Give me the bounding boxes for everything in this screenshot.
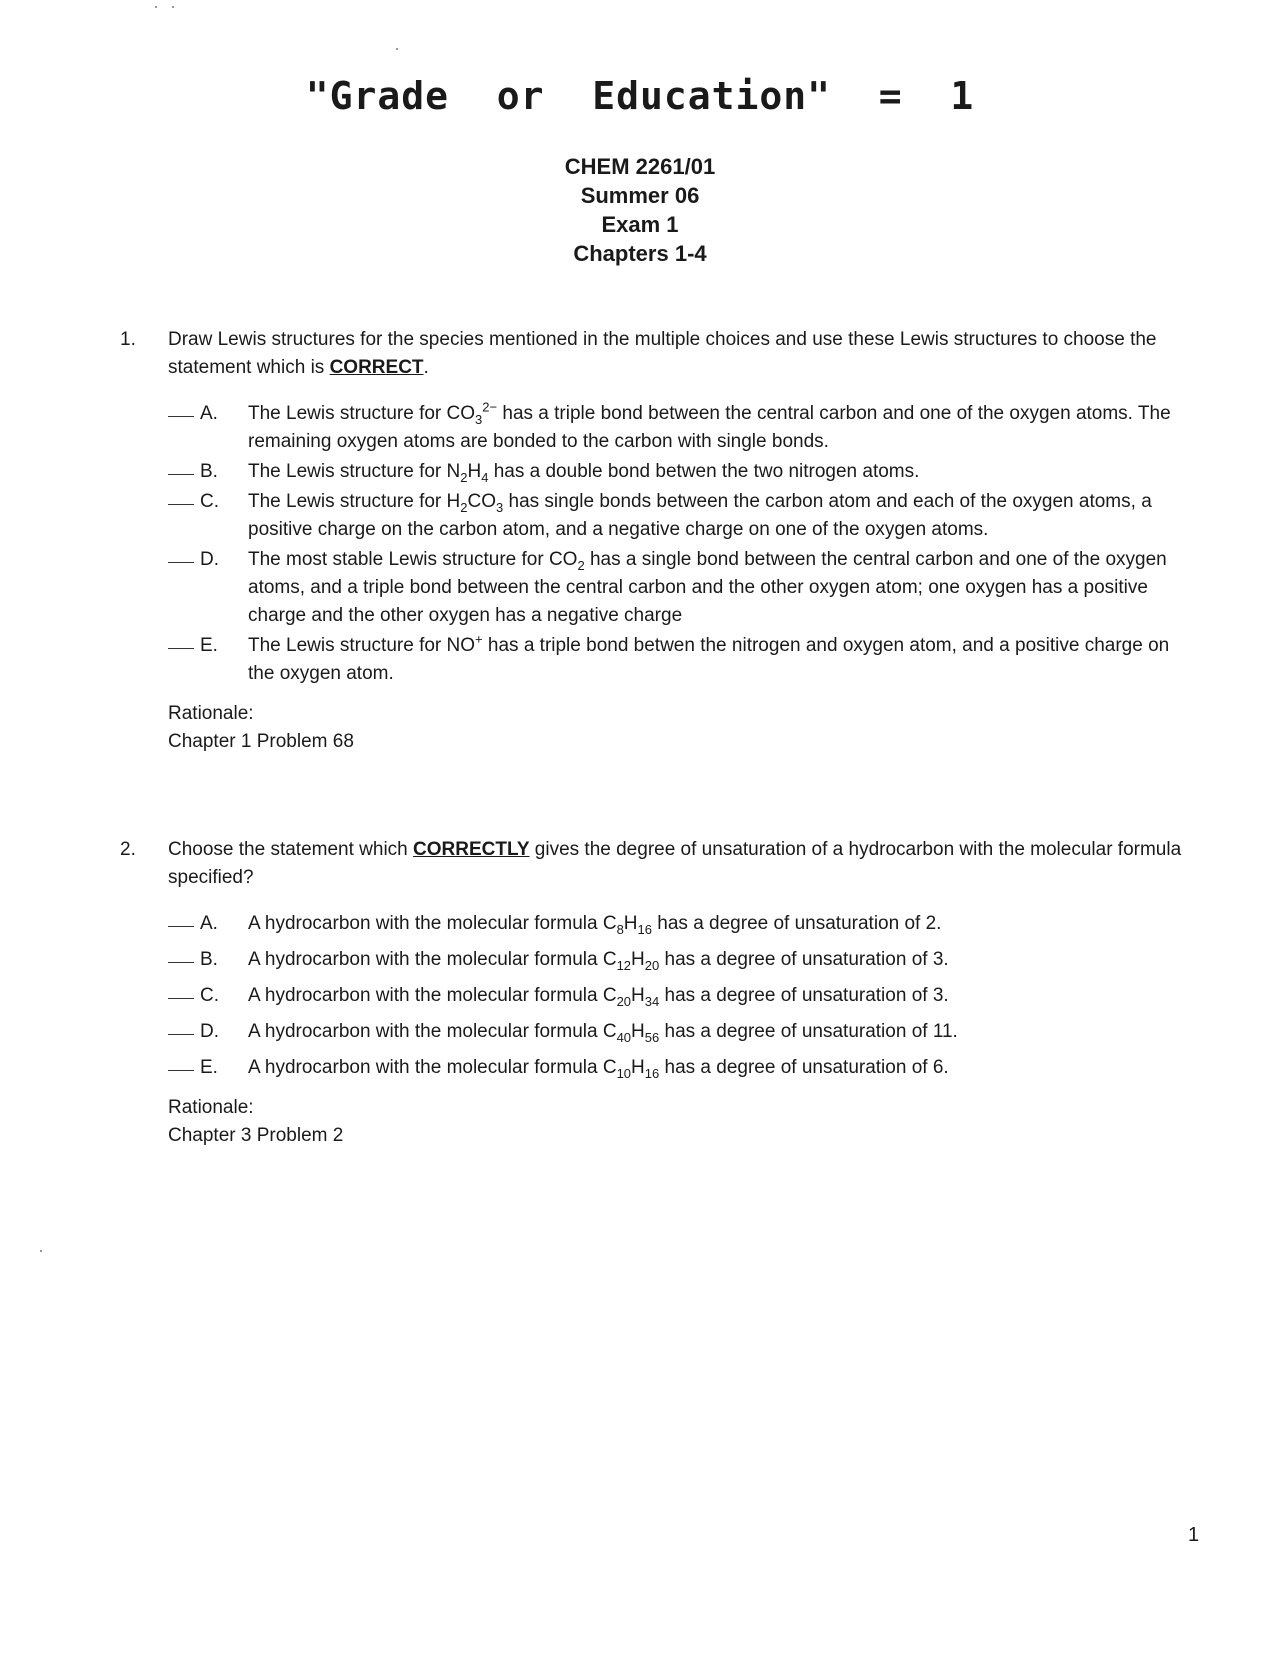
option-text: The Lewis structure for $H_2CO_3$ has single bonds between the carbon atom and each of the oxygen atoms, a positive charge on the carbon atom, and a negative charge on one of the oxygen atoms.: [248, 491, 1152, 540]
answer-option: [168, 458, 1200, 486]
option-letter: E.: [200, 1057, 218, 1078]
answer-blank[interactable]: [168, 982, 194, 999]
exam-name: Exam 1: [601, 212, 679, 237]
answer-option: [168, 632, 1200, 688]
option-text: A hydrocarbon with the molecular formula $C_{10}H_{16}$ has a degree of unsaturation of 6.: [248, 1057, 949, 1081]
answer-blank[interactable]: [168, 488, 194, 505]
option-text: The Lewis structure for $N_2H_4$ has a double bond betwen the two nitrogen atoms.: [248, 461, 920, 485]
answer-option: [168, 488, 1200, 544]
rationale-text: Chapter 1 Problem 68: [168, 731, 354, 752]
option-letter: C.: [200, 491, 219, 512]
answer-option: [168, 546, 1200, 630]
option-letter: A.: [200, 913, 218, 934]
page-number: 1: [1188, 1524, 1200, 1546]
answer-options: [168, 910, 1200, 1082]
answer-option: [168, 1018, 1200, 1046]
scan-speck: [172, 6, 174, 8]
scan-speck: [396, 48, 398, 50]
rationale: [168, 1094, 1200, 1150]
rationale: [168, 700, 1200, 756]
option-text: A hydrocarbon with the molecular formula $C_{20}H_{34}$ has a degree of unsaturation of 3.: [248, 985, 949, 1009]
option-letter: E.: [200, 635, 218, 656]
answer-blank[interactable]: [168, 1018, 194, 1035]
answer-blank[interactable]: [168, 546, 194, 563]
answer-options: [168, 400, 1200, 688]
answer-option: [168, 982, 1200, 1010]
option-text: A hydrocarbon with the molecular formula $C_8H_{16}$ has a degree of unsaturation of 2.: [248, 913, 942, 937]
option-letter: D.: [200, 1021, 219, 1042]
scan-speck: [155, 6, 157, 8]
answer-blank[interactable]: [168, 458, 194, 475]
option-text: The Lewis structure for NO+ has a triple bond betwen the nitrogen and oxygen atom, and a positive charge on the oxygen atom.: [248, 631, 1170, 684]
option-letter: D.: [200, 549, 219, 570]
answer-blank[interactable]: [168, 910, 194, 927]
answer-blank[interactable]: [168, 400, 194, 417]
answer-option: [168, 400, 1200, 456]
rationale-label: Rationale:: [168, 703, 254, 724]
question-number: 1.: [120, 329, 136, 350]
question-2: [120, 836, 1200, 1150]
question-1: [120, 326, 1200, 756]
answer-option: [168, 910, 1200, 938]
question-text: Draw Lewis structures for the species mentioned in the multiple choices and use these Lewis structures to choose the statement which is CORRECT.: [168, 329, 1157, 378]
option-letter: B.: [200, 461, 218, 482]
emphasis-text: CORRECTLY: [413, 839, 530, 860]
page-title: "Grade or Education" = 1: [305, 74, 975, 118]
answer-blank[interactable]: [168, 632, 194, 649]
scan-speck: [40, 1250, 42, 1252]
option-letter: A.: [200, 403, 218, 424]
option-text: A hydrocarbon with the molecular formula $C_{12}H_{20}$ has a degree of unsaturation of 3.: [248, 949, 949, 973]
question-number: 2.: [120, 839, 136, 860]
exam-header: [0, 152, 1280, 268]
question-text: Choose the statement which CORRECTLY gives the degree of unsaturation of a hydrocarbon with the molecular formula specified?: [168, 839, 1182, 888]
answer-option: [168, 946, 1200, 974]
term: Summer 06: [580, 183, 700, 208]
chapters: Chapters 1-4: [573, 241, 707, 266]
option-letter: B.: [200, 949, 218, 970]
answer-blank[interactable]: [168, 946, 194, 963]
rationale-text: Chapter 3 Problem 2: [168, 1125, 344, 1146]
emphasis-text: CORRECT: [329, 357, 424, 378]
answer-option: [168, 1054, 1200, 1082]
option-text: A hydrocarbon with the molecular formula $C_{40}H_{56}$ has a degree of unsaturation of 11.: [248, 1021, 958, 1045]
option-text: The Lewis structure for $CO_3^{2-}$ has a triple bond between the central carbon and one of the oxygen atoms. The remaining oxygen atoms are bonded to the carbon with single bonds.: [248, 399, 1171, 452]
option-text: The most stable Lewis structure for $CO_2$ has a single bond between the central carbon and one of the oxygen atoms, and a triple bond between the central carbon and the other oxygen atom; one oxygen has a positive charge and the other oxygen has a negative charge: [248, 549, 1167, 626]
rationale-label: Rationale:: [168, 1097, 254, 1118]
course-code: CHEM 2261/01: [564, 154, 716, 179]
option-letter: C.: [200, 985, 219, 1006]
answer-blank[interactable]: [168, 1054, 194, 1071]
